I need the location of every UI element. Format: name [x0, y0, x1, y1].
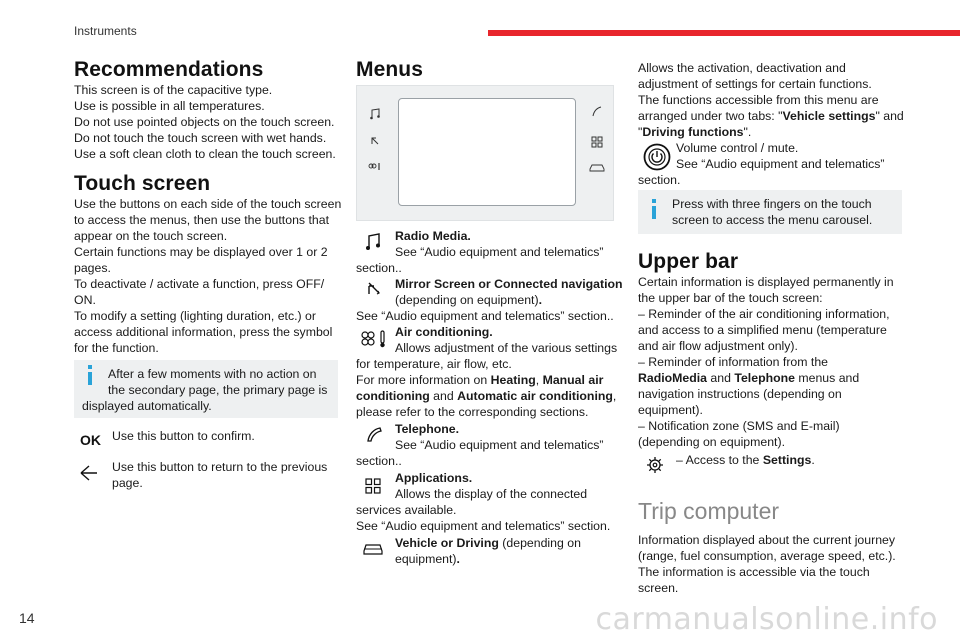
settings-line: [676, 452, 815, 468]
upper-bar-heading: Upper bar: [638, 250, 739, 273]
air-line-3: [356, 372, 603, 388]
intro-line-5: [638, 124, 751, 140]
air-line-1: Allows adjustment of the various settings: [395, 341, 618, 355]
applications-line-1: Allows the display of the connected: [395, 487, 588, 501]
trip-line-2: (range, fuel consumption, average speed, etc.).: [638, 549, 896, 563]
touch-screen-illustration: [356, 85, 614, 221]
screen-music-icon: [369, 108, 381, 120]
upper-line-5: and air flow adjustment only).: [638, 339, 798, 353]
info-box-carousel: [638, 190, 902, 234]
intro-line-5a: ": [638, 125, 643, 139]
touch-line-8: To modify a setting (lighting duration, etc.) or: [74, 309, 316, 323]
upper-line-6: – Reminder of information from the: [638, 355, 829, 369]
upper-line-7d: menus and: [794, 371, 860, 385]
vehicle-line-2-text: equipment): [395, 552, 457, 566]
air-line-4d: ,: [612, 389, 617, 403]
intro-line-2: adjustment of settings for certain functions.: [638, 77, 872, 91]
info-box-primary-page: [74, 360, 338, 418]
menus-heading: Menus: [356, 58, 424, 81]
info-icon: [88, 372, 92, 385]
upper-line-9: equipment).: [638, 403, 703, 417]
touch-line-5: pages.: [74, 261, 111, 275]
touch-line-7: ON.: [74, 293, 96, 307]
telephone-icon: [365, 426, 383, 444]
mirror-screen-icon: [366, 281, 382, 297]
info2-line-1: Press with three fingers on the touch: [672, 197, 872, 211]
mirror-line-1: [395, 292, 542, 308]
driving-functions-tab-ref: Driving functions: [642, 125, 744, 139]
vehicle-title: Vehicle or Driving: [395, 536, 499, 550]
touch-line-3: appear on the touch screen.: [74, 229, 228, 243]
upper-line-4: and access to a simplified menu (temperature: [638, 323, 887, 337]
upper-line-7: [638, 370, 859, 386]
rec-line-1: This screen is of the capacitive type.: [74, 83, 273, 97]
air-line-4: [356, 388, 616, 404]
back-text-2: page.: [112, 476, 143, 490]
back-text-1: Use this button to return to the previous: [112, 460, 328, 474]
radio-line-2: section..: [356, 261, 402, 275]
settings-line-c: .: [811, 453, 815, 467]
air-title: Air conditioning.: [395, 325, 493, 339]
watermark: carmanualsonline.info: [595, 602, 938, 637]
ok-text: Use this button to confirm.: [112, 429, 255, 443]
touch-line-10: for the function.: [74, 341, 159, 355]
section-label: Instruments: [74, 24, 137, 38]
page-number: 14: [19, 610, 35, 626]
trip-line-1: Information displayed about the current journey: [638, 533, 896, 547]
mirror-line-1-text: (depending on equipment): [395, 293, 539, 307]
trip-line-4: screen.: [638, 581, 679, 595]
rec-line-2: Use is possible in all temperatures.: [74, 99, 265, 113]
info-icon-2: [652, 206, 656, 219]
telephone-ref: Telephone: [734, 371, 795, 385]
vehicle-line-2-dot: .: [456, 552, 460, 566]
upper-line-2: the upper bar of the touch screen:: [638, 291, 823, 305]
radio-media-icon: [365, 233, 381, 251]
manual-air-ref: Manual air: [542, 373, 604, 387]
heating-ref: Heating: [490, 373, 536, 387]
screen-air-icon: [368, 162, 382, 173]
info-line-2: the secondary page, the primary page is: [108, 383, 328, 397]
conditioning-ref: conditioning: [356, 389, 430, 403]
applications-line-3: See “Audio equipment and telematics” section.: [356, 519, 611, 533]
settings-line-a: – Access to the: [676, 453, 763, 467]
volume-line-1: Volume control / mute.: [676, 141, 799, 155]
info-line-1: After a few moments with no action on: [108, 367, 317, 381]
radiomedia-ref: RadioMedia: [638, 371, 708, 385]
screen-phone-icon: [591, 106, 603, 118]
intro-line-3: The functions accessible from this menu are: [638, 93, 879, 107]
air-line-5: please refer to the corresponding sections.: [356, 405, 589, 419]
volume-power-icon: [642, 142, 672, 172]
mirror-line-2: See “Audio equipment and telematics” section..: [356, 309, 614, 323]
upper-line-11: (depending on equipment).: [638, 435, 785, 449]
recommendations-heading: Recommendations: [74, 58, 264, 81]
upper-line-1: Certain information is displayed permanently in: [638, 275, 894, 289]
mirror-line-1-dot: .: [538, 293, 542, 307]
applications-title: Applications.: [395, 471, 473, 485]
info2-line-2: screen to access the menu carousel.: [672, 213, 873, 227]
air-line-3c: ,: [535, 373, 543, 387]
touch-line-9: access additional information, press the symbol: [74, 325, 333, 339]
radio-title: Radio Media.: [395, 229, 471, 243]
info-line-3: displayed automatically.: [82, 399, 212, 413]
volume-line-3: section.: [638, 173, 681, 187]
upper-line-8: navigation instructions (depending on: [638, 387, 842, 401]
radio-line-1: See “Audio equipment and telematics”: [395, 245, 604, 259]
vehicle-settings-tab-ref: Vehicle settings: [782, 109, 876, 123]
back-arrow-icon: [78, 464, 100, 482]
touch-line-1: Use the buttons on each side of the touch screen: [74, 197, 342, 211]
intro-line-4: [638, 108, 904, 124]
upper-line-7b: and: [707, 371, 735, 385]
vehicle-line-2: [395, 551, 460, 567]
settings-gear-icon: [646, 456, 664, 474]
touch-line-4: Certain functions may be displayed over 1 or 2: [74, 245, 328, 259]
upper-line-3: – Reminder of the air conditioning information,: [638, 307, 890, 321]
rec-line-5: Use a soft clean cloth to clean the touch screen.: [74, 147, 336, 161]
air-line-2: for temperature, air flow, etc.: [356, 357, 512, 371]
trip-line-3: The information is accessible via the touch: [638, 565, 870, 579]
air-line-4b: and: [429, 389, 458, 403]
vehicle-line-1b: (depending on: [498, 536, 581, 550]
settings-ref: Settings: [762, 453, 812, 467]
screen-vehicle-icon: [589, 162, 605, 172]
applications-line-2: services available.: [356, 503, 457, 517]
upper-line-10: – Notification zone (SMS and E-mail): [638, 419, 840, 433]
rec-line-3: Do not use pointed objects on the touch screen.: [74, 115, 335, 129]
applications-icon: [365, 478, 381, 494]
intro-line-5c: ".: [743, 125, 752, 139]
mirror-title: Mirror Screen or Connected navigation: [395, 277, 623, 291]
ok-icon: OK: [80, 432, 101, 448]
screen-apps-icon: [591, 136, 603, 148]
rec-line-4: Do not touch the touch screen with wet hands.: [74, 131, 327, 145]
volume-line-2: See “Audio equipment and telematics”: [676, 157, 885, 171]
vehicle-line-1: [395, 535, 581, 551]
trip-computer-heading: Trip computer: [638, 498, 780, 524]
air-line-3a: For more information on: [356, 373, 491, 387]
touch-line-2: to access the menus, then use the buttons that: [74, 213, 329, 227]
touch-screen-heading: Touch screen: [74, 172, 211, 195]
air-conditioning-icon: [359, 330, 389, 348]
telephone-line-2: section..: [356, 454, 402, 468]
telephone-title: Telephone.: [395, 422, 459, 436]
header-accent-bar: [488, 30, 960, 36]
intro-line-1: Allows the activation, deactivation and: [638, 61, 846, 75]
touch-line-6: To deactivate / activate a function, press OFF/: [74, 277, 325, 291]
telephone-line-1: See “Audio equipment and telematics”: [395, 438, 604, 452]
intro-line-4c: " and: [875, 109, 904, 123]
vehicle-icon: [362, 540, 384, 556]
intro-line-4a: arranged under two tabs: ": [638, 109, 783, 123]
screen-display: [398, 98, 576, 206]
screen-navigation-icon: [370, 136, 380, 146]
automatic-air-ref: Automatic air conditioning: [457, 389, 613, 403]
